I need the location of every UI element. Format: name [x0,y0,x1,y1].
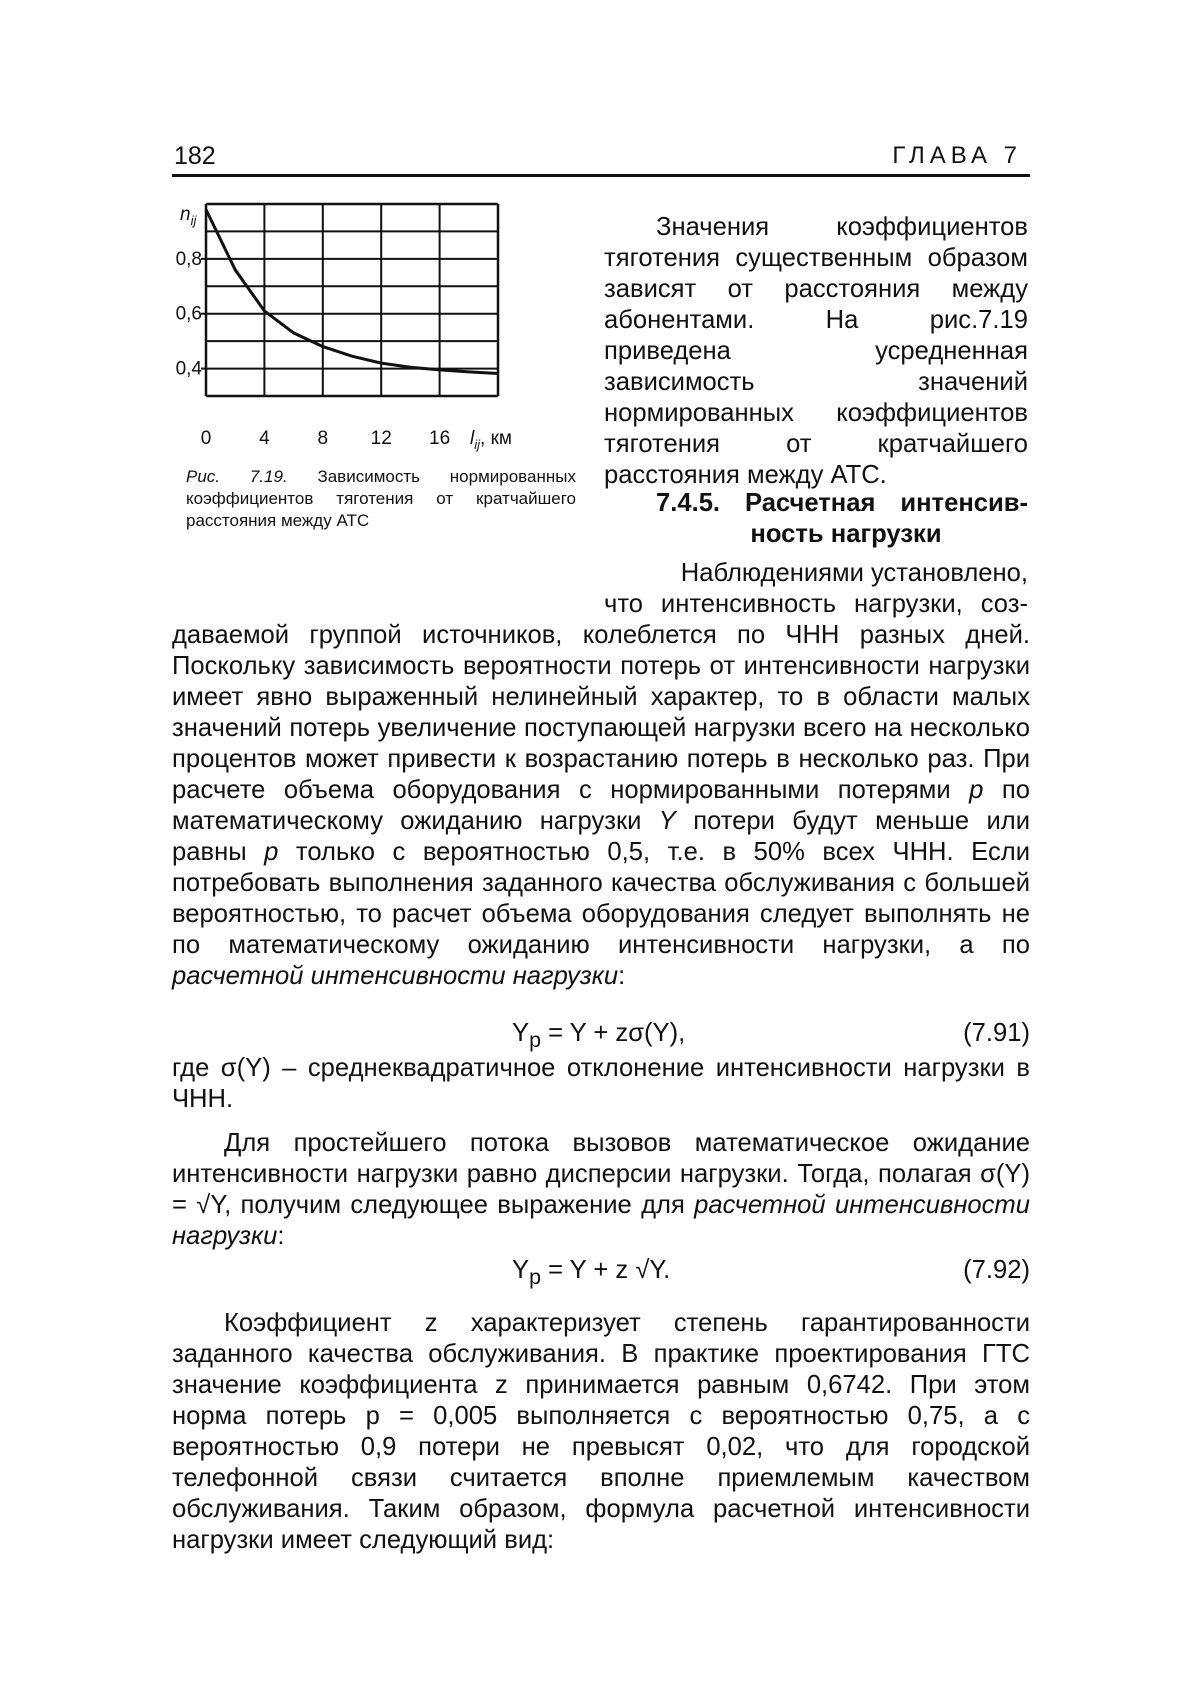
side-paragraph: Значения коэффициентов тяготения существенным образом зависят от расстояния между абонентами. На рис.7.19 приведена усредненная зависимость значений нормированных коэффициентов тяготения от кратчайшего расстояния между АТС. [604,213,1028,489]
formula-expression: $Y_p = Y + z\sigma(Y)$, [512,1019,686,1053]
caption-text: Зависимость нормированных коэффициентов тяготения от кратчайшего расстояния между АТС [186,467,576,530]
paragraph-1-rest: даваемой группой источников, колеблется по ЧНН разных дней. Поскольку зависимость вероятности потерь от интенсивности нагрузки имеет явно выраженный нелинейный характер, то в области малых значений потерь увеличение поступающей нагрузки всего на несколько процентов может привести к возрастанию потерь в несколько раз. При расчете объема оборудования с нормированными потерями p по математическому ожиданию нагрузки Y потери будут меньше или равны p только с вероятностью 0,5, т.е. в 50% всех ЧНН. Если потребовать выполнения заданного качества обслуживания с большей вероятностью, то расчет объема оборудования следует выполнять не по математическому ожиданию интенсивности нагрузки, а по расчетной интенсивности нагрузки: [172,621,1030,990]
page-header [172,140,1030,177]
series-line [206,210,498,374]
paragraph-1-line1: Наблюдениями установлено, [680,559,1028,587]
x-tick-label: 12 [370,428,392,449]
formula-7-91 [172,1019,1030,1053]
chapter-title: ГЛАВА 7 [892,142,1022,169]
paragraph-2: где σ(Y) – среднеквадратичное отклонение интенсивности нагрузки в ЧНН. [172,1054,1030,1113]
paragraph-4: Коэффициент z характеризует степень гарантированности заданного качества обслуживания. В практике проектирования ГТС значение коэффициента z принимается равным 0,6742. При этом норма потерь p = 0,005 выполняется с вероятностью 0,75, а с вероятностью 0,9 потери не превысят 0,02, что для городской телефонной связи считается вполне приемлемым качеством обслуживания. Таким образом, формула расчетной интенсивности нагрузки имеет следующий вид: [172,1309,1030,1554]
chart-grid [201,204,498,396]
formula-number: (7.91) [963,1019,1030,1047]
formula-expression: $Y_p = Y + z$ √Y. [512,1256,671,1290]
tick-labels [176,204,512,452]
coefficient-chart [170,200,590,460]
section-heading-line1: 7.4.5. Расчетная интенсив- [656,489,1028,517]
y-axis-label: $n_{ij}$ [180,204,197,228]
y-tick-label: 0,8 [175,248,202,270]
x-tick-label: 0 [200,428,212,449]
paragraph-3: Для простейшего потока вызовов математическое ожидание интенсивности нагрузки равно дисперсии нагрузки. Тогда, полагая σ(Y) = √Y, получим следующее выражение для расчетной интенсивности нагрузки: [172,1129,1030,1250]
caption-label: Рис. 7.19. [186,467,288,486]
paragraph-1-line2: что интенсивность нагрузки, соз- [604,590,1028,618]
y-tick-label: 0,4 [175,358,202,380]
x-tick-label: 8 [317,428,329,449]
formula-7-92 [172,1256,1030,1290]
formula-number: (7.92) [963,1256,1030,1284]
x-axis-label: $l_{ij}$, км [470,428,512,452]
section-heading-line2: ность нагрузки [750,520,942,548]
figure-caption [186,466,576,532]
x-tick-label: 16 [429,428,451,449]
page-number: 182 [174,142,216,170]
section-heading [604,488,1028,550]
y-tick-label: 0,6 [175,303,202,325]
x-tick-label: 4 [259,428,270,449]
